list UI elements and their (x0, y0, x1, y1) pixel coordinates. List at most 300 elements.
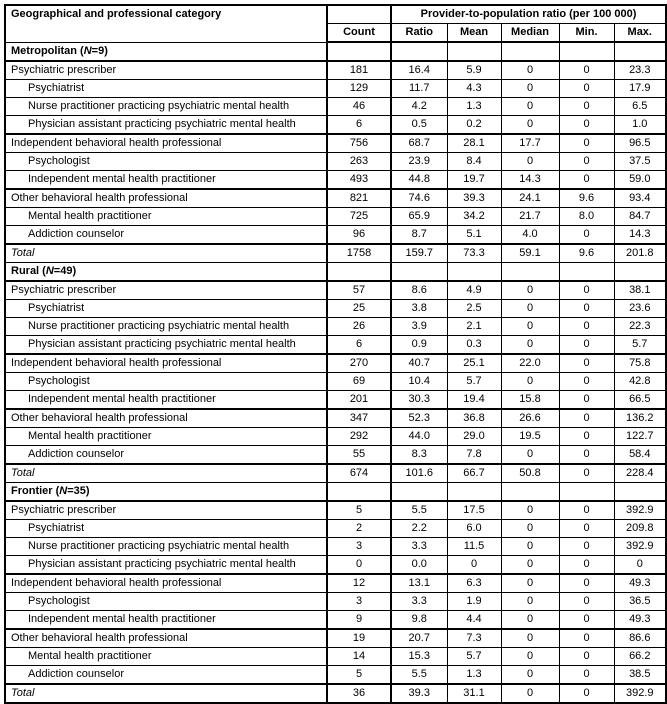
value-cell-mean: 29.0 (447, 428, 501, 446)
table-row (5, 189, 666, 208)
value-cell-ratio: 5.5 (391, 501, 447, 520)
value-cell-ratio: 0.0 (391, 556, 447, 575)
value-cell-max: 49.3 (614, 611, 666, 630)
value-cell-median: 0 (501, 61, 559, 80)
value-cell-max: 23.3 (614, 61, 666, 80)
value-cell-ratio: 13.1 (391, 574, 447, 593)
table-row (5, 520, 666, 538)
category-cell: Independent behavioral health professional (5, 134, 327, 153)
table-row (5, 629, 666, 648)
table-row (5, 666, 666, 685)
value-cell-median: 0 (501, 611, 559, 630)
table-row (5, 80, 666, 98)
value-cell-ratio: 44.8 (391, 171, 447, 190)
value-cell-count: 6 (327, 116, 391, 135)
value-cell-median: 0 (501, 648, 559, 666)
section-title-n-symbol: N (83, 44, 92, 57)
section-header-row (5, 263, 666, 282)
category-cell: Total (5, 244, 327, 263)
value-cell-max: 93.4 (614, 189, 666, 208)
section-title-text: Frontier ( (11, 485, 60, 497)
value-cell-ratio: 2.2 (391, 520, 447, 538)
value-cell-median: 14.3 (501, 171, 559, 190)
total-row (5, 464, 666, 483)
value-cell-min: 0 (559, 611, 614, 630)
empty-cell (391, 263, 447, 282)
value-cell-ratio: 101.6 (391, 464, 447, 483)
value-cell-median: 0 (501, 336, 559, 355)
table-row (5, 61, 666, 80)
table-row (5, 648, 666, 666)
value-cell-mean: 73.3 (447, 244, 501, 263)
value-cell-mean: 66.7 (447, 464, 501, 483)
value-cell-mean: 34.2 (447, 208, 501, 226)
value-cell-median: 50.8 (501, 464, 559, 483)
value-cell-mean: 36.8 (447, 409, 501, 428)
value-cell-max: 22.3 (614, 318, 666, 336)
category-cell: Psychiatric prescriber (5, 501, 327, 520)
category-cell: Independent behavioral health professional (5, 354, 327, 373)
category-cell: Addiction counselor (5, 226, 327, 245)
value-cell-mean: 11.5 (447, 538, 501, 556)
value-cell-mean: 4.4 (447, 611, 501, 630)
value-cell-count: 19 (327, 629, 391, 648)
table-row (5, 116, 666, 135)
value-cell-count: 9 (327, 611, 391, 630)
value-cell-count: 57 (327, 281, 391, 300)
value-cell-max: 59.0 (614, 171, 666, 190)
value-cell-min: 0 (559, 354, 614, 373)
empty-cell (501, 263, 559, 282)
value-cell-count: 181 (327, 61, 391, 80)
empty-cell (447, 263, 501, 282)
value-cell-min: 0 (559, 574, 614, 593)
value-cell-count: 270 (327, 354, 391, 373)
category-cell: Nurse practitioner practicing psychiatric mental health (5, 98, 327, 116)
value-cell-max: 17.9 (614, 80, 666, 98)
value-cell-max: 392.9 (614, 538, 666, 556)
empty-cell (327, 483, 391, 502)
section-title-count: =9) (91, 44, 108, 57)
category-cell: Total (5, 684, 327, 703)
value-cell-count: 493 (327, 171, 391, 190)
value-cell-count: 14 (327, 648, 391, 666)
category-cell: Mental health practitioner (5, 648, 327, 666)
value-cell-ratio: 8.6 (391, 281, 447, 300)
column-header-mean: Mean (447, 24, 501, 43)
value-cell-count: 1758 (327, 244, 391, 263)
column-header-median: Median (501, 24, 559, 43)
value-cell-ratio: 30.3 (391, 391, 447, 410)
category-cell: Independent mental health practitioner (5, 611, 327, 630)
value-cell-max: 66.2 (614, 648, 666, 666)
value-cell-mean: 1.9 (447, 593, 501, 611)
column-header-max: Max. (614, 24, 666, 43)
value-cell-median: 19.5 (501, 428, 559, 446)
value-cell-max: 96.5 (614, 134, 666, 153)
provider-ratio-table (4, 4, 667, 704)
value-cell-median: 0 (501, 300, 559, 318)
value-cell-ratio: 159.7 (391, 244, 447, 263)
value-cell-min: 0 (559, 501, 614, 520)
value-cell-count: 129 (327, 80, 391, 98)
value-cell-mean: 31.1 (447, 684, 501, 703)
value-cell-ratio: 3.3 (391, 538, 447, 556)
value-cell-max: 0 (614, 556, 666, 575)
table-row (5, 574, 666, 593)
value-cell-max: 66.5 (614, 391, 666, 410)
empty-cell (447, 42, 501, 61)
value-cell-count: 201 (327, 391, 391, 410)
value-cell-count: 25 (327, 300, 391, 318)
category-cell: Total (5, 464, 327, 483)
value-cell-count: 12 (327, 574, 391, 593)
value-cell-max: 136.2 (614, 409, 666, 428)
value-cell-mean: 5.1 (447, 226, 501, 245)
value-cell-mean: 7.8 (447, 446, 501, 465)
value-cell-max: 23.6 (614, 300, 666, 318)
column-header-count: Count (327, 24, 391, 43)
value-cell-count: 96 (327, 226, 391, 245)
section-title-cell (5, 42, 327, 61)
value-cell-min: 0 (559, 171, 614, 190)
value-cell-median: 0 (501, 281, 559, 300)
section-header-row (5, 42, 666, 61)
value-cell-mean: 6.3 (447, 574, 501, 593)
value-cell-min: 0 (559, 520, 614, 538)
category-cell: Addiction counselor (5, 666, 327, 685)
value-cell-mean: 1.3 (447, 98, 501, 116)
value-cell-median: 0 (501, 666, 559, 685)
table-row (5, 354, 666, 373)
table-row (5, 171, 666, 190)
section-header-row (5, 483, 666, 502)
value-cell-ratio: 4.2 (391, 98, 447, 116)
value-cell-mean: 6.0 (447, 520, 501, 538)
value-cell-min: 0 (559, 281, 614, 300)
category-cell: Psychiatrist (5, 520, 327, 538)
value-cell-median: 0 (501, 80, 559, 98)
value-cell-median: 4.0 (501, 226, 559, 245)
empty-cell (391, 42, 447, 61)
value-cell-max: 209.8 (614, 520, 666, 538)
category-cell: Psychiatrist (5, 80, 327, 98)
value-cell-ratio: 8.7 (391, 226, 447, 245)
value-cell-min: 0 (559, 428, 614, 446)
value-cell-count: 263 (327, 153, 391, 171)
value-cell-max: 38.1 (614, 281, 666, 300)
value-cell-ratio: 40.7 (391, 354, 447, 373)
table-row (5, 134, 666, 153)
table-row (5, 226, 666, 245)
value-cell-count: 26 (327, 318, 391, 336)
value-cell-min: 0 (559, 684, 614, 703)
value-cell-mean: 25.1 (447, 354, 501, 373)
section-title-cell (5, 483, 327, 502)
column-header-ratio: Ratio (391, 24, 447, 43)
value-cell-ratio: 52.3 (391, 409, 447, 428)
value-cell-min: 0 (559, 300, 614, 318)
value-cell-max: 75.8 (614, 354, 666, 373)
column-header-category: Geographical and professional category (5, 5, 327, 42)
category-cell: Nurse practitioner practicing psychiatric mental health (5, 538, 327, 556)
value-cell-median: 22.0 (501, 354, 559, 373)
category-cell: Nurse practitioner practicing psychiatric mental health (5, 318, 327, 336)
value-cell-mean: 5.7 (447, 648, 501, 666)
empty-cell (559, 483, 614, 502)
value-cell-median: 21.7 (501, 208, 559, 226)
empty-cell (614, 42, 666, 61)
value-cell-median: 0 (501, 116, 559, 135)
value-cell-min: 9.6 (559, 244, 614, 263)
value-cell-min: 0 (559, 226, 614, 245)
table-row (5, 281, 666, 300)
value-cell-max: 201.8 (614, 244, 666, 263)
empty-cell (501, 42, 559, 61)
value-cell-mean: 2.5 (447, 300, 501, 318)
value-cell-max: 122.7 (614, 428, 666, 446)
table-row (5, 300, 666, 318)
table-row (5, 336, 666, 355)
value-cell-count: 3 (327, 538, 391, 556)
empty-cell (559, 42, 614, 61)
value-cell-count: 725 (327, 208, 391, 226)
value-cell-min: 0 (559, 409, 614, 428)
value-cell-max: 42.8 (614, 373, 666, 391)
table-row (5, 556, 666, 575)
value-cell-min: 9.6 (559, 189, 614, 208)
value-cell-count: 6 (327, 336, 391, 355)
value-cell-median: 0 (501, 318, 559, 336)
value-cell-ratio: 16.4 (391, 61, 447, 80)
empty-cell (614, 483, 666, 502)
empty-cell (614, 263, 666, 282)
category-cell: Physician assistant practicing psychiatric mental health (5, 116, 327, 135)
value-cell-median: 0 (501, 98, 559, 116)
category-cell: Mental health practitioner (5, 428, 327, 446)
value-cell-ratio: 20.7 (391, 629, 447, 648)
section-title-n-symbol: N (59, 485, 68, 497)
value-cell-median: 59.1 (501, 244, 559, 263)
section-title-count: =49) (53, 265, 77, 277)
value-cell-count: 0 (327, 556, 391, 575)
value-cell-min: 8.0 (559, 208, 614, 226)
value-cell-ratio: 11.7 (391, 80, 447, 98)
value-cell-median: 0 (501, 538, 559, 556)
header-row-top (5, 5, 666, 24)
table-row (5, 373, 666, 391)
category-cell: Independent mental health practitioner (5, 171, 327, 190)
value-cell-mean: 7.3 (447, 629, 501, 648)
value-cell-min: 0 (559, 446, 614, 465)
value-cell-count: 5 (327, 501, 391, 520)
value-cell-min: 0 (559, 556, 614, 575)
value-cell-ratio: 3.3 (391, 593, 447, 611)
value-cell-median: 0 (501, 520, 559, 538)
table-row (5, 501, 666, 520)
value-cell-min: 0 (559, 593, 614, 611)
value-cell-median: 0 (501, 446, 559, 465)
value-cell-median: 15.8 (501, 391, 559, 410)
empty-cell (501, 483, 559, 502)
value-cell-max: 5.7 (614, 336, 666, 355)
value-cell-ratio: 74.6 (391, 189, 447, 208)
value-cell-mean: 5.7 (447, 373, 501, 391)
value-cell-median: 24.1 (501, 189, 559, 208)
section-title-text: Metropolitan ( (11, 44, 84, 57)
value-cell-ratio: 65.9 (391, 208, 447, 226)
value-cell-median: 0 (501, 684, 559, 703)
category-cell: Psychologist (5, 153, 327, 171)
table-row (5, 391, 666, 410)
section-title-cell (5, 263, 327, 282)
value-cell-ratio: 3.9 (391, 318, 447, 336)
value-cell-min: 0 (559, 464, 614, 483)
value-cell-mean: 4.3 (447, 80, 501, 98)
value-cell-median: 17.7 (501, 134, 559, 153)
table-row (5, 446, 666, 465)
value-cell-median: 0 (501, 629, 559, 648)
value-cell-mean: 17.5 (447, 501, 501, 520)
value-cell-count: 5 (327, 666, 391, 685)
value-cell-count: 347 (327, 409, 391, 428)
header-corner-empty (327, 5, 391, 24)
category-cell: Psychologist (5, 593, 327, 611)
category-cell: Psychiatric prescriber (5, 61, 327, 80)
value-cell-mean: 8.4 (447, 153, 501, 171)
category-cell: Independent mental health practitioner (5, 391, 327, 410)
value-cell-median: 26.6 (501, 409, 559, 428)
value-cell-min: 0 (559, 648, 614, 666)
category-cell: Other behavioral health professional (5, 189, 327, 208)
category-cell: Independent behavioral health professional (5, 574, 327, 593)
category-cell: Other behavioral health professional (5, 409, 327, 428)
value-cell-min: 0 (559, 134, 614, 153)
value-cell-median: 0 (501, 593, 559, 611)
value-cell-max: 37.5 (614, 153, 666, 171)
value-cell-max: 392.9 (614, 501, 666, 520)
table-body (5, 42, 666, 703)
category-cell: Psychiatric prescriber (5, 281, 327, 300)
value-cell-ratio: 9.8 (391, 611, 447, 630)
value-cell-max: 392.9 (614, 684, 666, 703)
column-header-min: Min. (559, 24, 614, 43)
value-cell-ratio: 10.4 (391, 373, 447, 391)
value-cell-count: 46 (327, 98, 391, 116)
category-cell: Mental health practitioner (5, 208, 327, 226)
value-cell-min: 0 (559, 336, 614, 355)
table-row (5, 538, 666, 556)
value-cell-max: 84.7 (614, 208, 666, 226)
value-cell-mean: 4.9 (447, 281, 501, 300)
value-cell-ratio: 8.3 (391, 446, 447, 465)
category-cell: Physician assistant practicing psychiatric mental health (5, 336, 327, 355)
value-cell-count: 821 (327, 189, 391, 208)
value-cell-count: 3 (327, 593, 391, 611)
value-cell-ratio: 0.5 (391, 116, 447, 135)
value-cell-max: 1.0 (614, 116, 666, 135)
empty-cell (327, 42, 391, 61)
empty-cell (559, 263, 614, 282)
value-cell-max: 38.5 (614, 666, 666, 685)
value-cell-mean: 1.3 (447, 666, 501, 685)
value-cell-median: 0 (501, 373, 559, 391)
value-cell-mean: 0 (447, 556, 501, 575)
value-cell-ratio: 3.8 (391, 300, 447, 318)
value-cell-count: 36 (327, 684, 391, 703)
table-row (5, 208, 666, 226)
value-cell-count: 674 (327, 464, 391, 483)
table-row (5, 428, 666, 446)
value-cell-mean: 19.7 (447, 171, 501, 190)
value-cell-max: 228.4 (614, 464, 666, 483)
table-row (5, 153, 666, 171)
section-title-n-symbol: N (45, 265, 54, 277)
value-cell-max: 6.5 (614, 98, 666, 116)
value-cell-min: 0 (559, 391, 614, 410)
category-cell: Addiction counselor (5, 446, 327, 465)
value-cell-min: 0 (559, 153, 614, 171)
value-cell-min: 0 (559, 116, 614, 135)
value-cell-mean: 19.4 (447, 391, 501, 410)
value-cell-min: 0 (559, 98, 614, 116)
value-cell-ratio: 15.3 (391, 648, 447, 666)
value-cell-min: 0 (559, 629, 614, 648)
value-cell-mean: 0.2 (447, 116, 501, 135)
category-cell: Psychologist (5, 373, 327, 391)
table-row (5, 98, 666, 116)
value-cell-min: 0 (559, 61, 614, 80)
value-cell-median: 0 (501, 574, 559, 593)
value-cell-min: 0 (559, 373, 614, 391)
category-cell: Psychiatrist (5, 300, 327, 318)
value-cell-min: 0 (559, 538, 614, 556)
value-cell-mean: 5.9 (447, 61, 501, 80)
table-row (5, 409, 666, 428)
section-title-text: Rural ( (11, 265, 46, 277)
value-cell-median: 0 (501, 153, 559, 171)
table-header (5, 5, 666, 42)
value-cell-median: 0 (501, 501, 559, 520)
value-cell-max: 58.4 (614, 446, 666, 465)
value-cell-mean: 39.3 (447, 189, 501, 208)
value-cell-max: 49.3 (614, 574, 666, 593)
category-cell: Physician assistant practicing psychiatric mental health (5, 556, 327, 575)
table-row (5, 593, 666, 611)
value-cell-count: 2 (327, 520, 391, 538)
empty-cell (391, 483, 447, 502)
value-cell-min: 0 (559, 666, 614, 685)
value-cell-max: 86.6 (614, 629, 666, 648)
empty-cell (327, 263, 391, 282)
value-cell-ratio: 44.0 (391, 428, 447, 446)
table-row (5, 318, 666, 336)
value-cell-max: 36.5 (614, 593, 666, 611)
value-cell-ratio: 23.9 (391, 153, 447, 171)
value-cell-median: 0 (501, 556, 559, 575)
total-row (5, 244, 666, 263)
empty-cell (447, 483, 501, 502)
category-cell: Other behavioral health professional (5, 629, 327, 648)
value-cell-mean: 28.1 (447, 134, 501, 153)
column-group-header-ratio: Provider-to-population ratio (per 100 000) (391, 5, 666, 24)
value-cell-mean: 2.1 (447, 318, 501, 336)
value-cell-count: 69 (327, 373, 391, 391)
section-title-count: =35) (67, 485, 90, 497)
value-cell-count: 756 (327, 134, 391, 153)
value-cell-count: 292 (327, 428, 391, 446)
value-cell-ratio: 39.3 (391, 684, 447, 703)
